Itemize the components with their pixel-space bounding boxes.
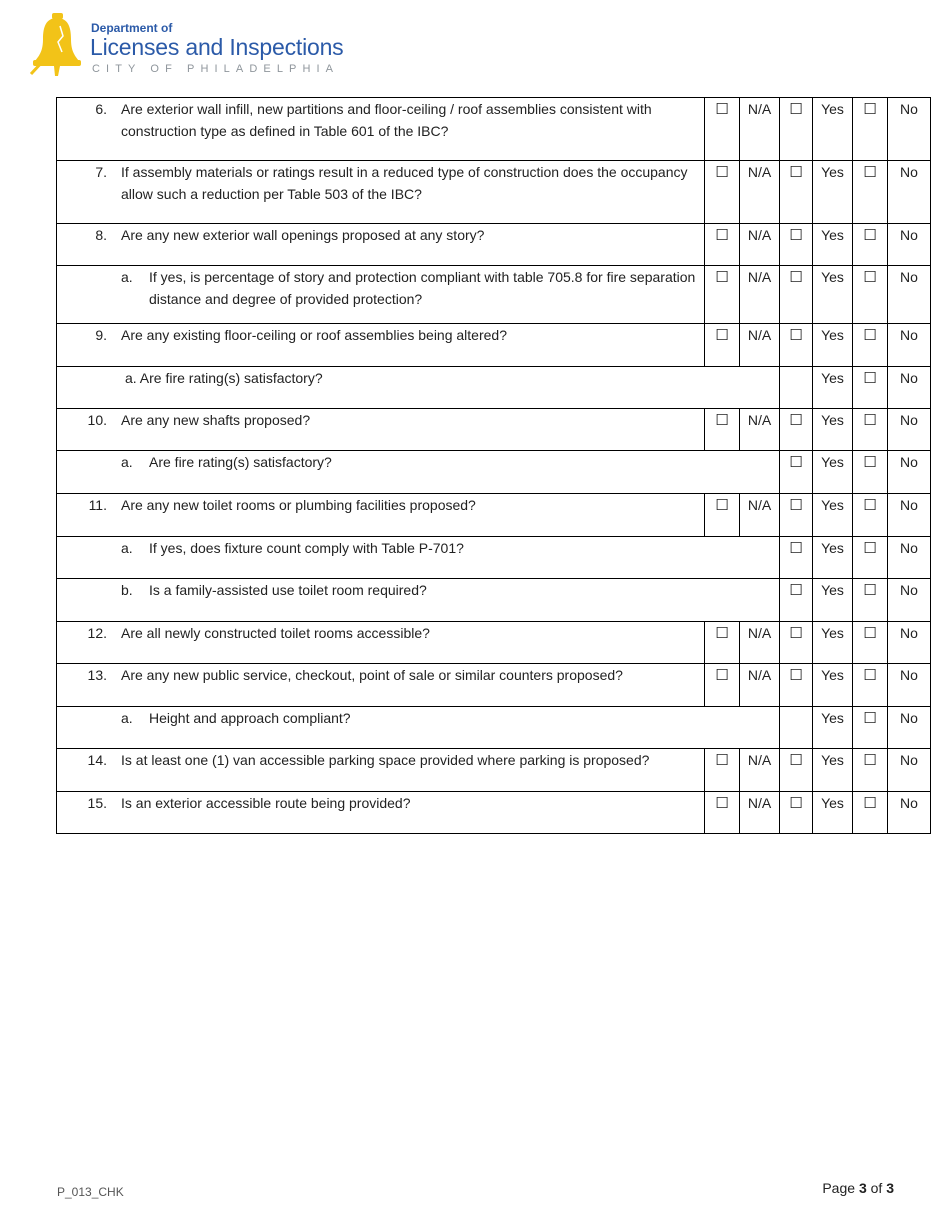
no-label: No [888, 224, 931, 266]
page-word: Page [822, 1180, 856, 1196]
na-label: N/A [740, 792, 780, 834]
no-label: No [888, 324, 931, 367]
question-cell [57, 409, 705, 451]
na-label: N/A [740, 224, 780, 266]
question-number: 9. [95, 327, 107, 343]
no-checkbox[interactable]: ☐ [853, 537, 888, 579]
page-number [822, 1180, 894, 1196]
yes-label: Yes [813, 579, 853, 622]
no-label: No [888, 792, 931, 834]
na-checkbox[interactable]: ☐ [705, 494, 740, 537]
yes-label: Yes [813, 324, 853, 367]
question-cell [57, 451, 780, 494]
no-checkbox[interactable]: ☐ [853, 409, 888, 451]
no-label: No [888, 664, 931, 707]
na-label: N/A [740, 98, 780, 161]
page-current: 3 [858, 1180, 867, 1196]
checklist-row [57, 224, 931, 266]
question-number: 8. [95, 227, 107, 243]
yes-label: Yes [813, 494, 853, 537]
no-checkbox[interactable]: ☐ [853, 792, 888, 834]
na-label: N/A [740, 622, 780, 664]
na-label: N/A [740, 266, 780, 324]
yes-checkbox[interactable]: ☐ [780, 409, 813, 451]
yes-checkbox[interactable]: ☐ [780, 537, 813, 579]
no-label: No [888, 367, 931, 409]
checklist-row [57, 664, 931, 707]
yes-label: Yes [813, 792, 853, 834]
yes-label: Yes [813, 707, 853, 749]
liberty-bell-icon [30, 12, 88, 78]
no-checkbox[interactable]: ☐ [853, 266, 888, 324]
yes-label: Yes [813, 409, 853, 451]
na-checkbox[interactable]: ☐ [705, 224, 740, 266]
logo-agency-name: Licenses and Inspections [90, 34, 344, 60]
yes-label: Yes [813, 367, 853, 409]
question-text: Are any new public service, checkout, point of sale or similar counters proposed? [121, 667, 623, 683]
no-checkbox[interactable]: ☐ [853, 579, 888, 622]
question-text: If yes, is percentage of story and protection compliant with table 705.8 for fire separation distance and degree of provided protection? [149, 269, 696, 307]
no-checkbox[interactable]: ☐ [853, 324, 888, 367]
department-logo [30, 12, 370, 82]
na-label: N/A [740, 161, 780, 224]
page-of: of [870, 1180, 883, 1196]
question-cell [57, 494, 705, 537]
na-checkbox[interactable]: ☐ [705, 664, 740, 707]
yes-checkbox[interactable]: ☐ [780, 266, 813, 324]
yes-checkbox[interactable]: ☐ [780, 324, 813, 367]
no-checkbox[interactable]: ☐ [853, 707, 888, 749]
checklist-row [57, 161, 931, 224]
yes-label: Yes [813, 224, 853, 266]
form-code: P_013_CHK [57, 1185, 124, 1199]
yes-checkbox[interactable]: ☐ [780, 98, 813, 161]
question-text: Are any new exterior wall openings proposed at any story? [121, 227, 485, 243]
no-label: No [888, 451, 931, 494]
na-label: N/A [740, 494, 780, 537]
question-cell [57, 749, 705, 792]
yes-label: Yes [813, 537, 853, 579]
checklist-row [57, 266, 931, 324]
no-checkbox[interactable]: ☐ [853, 224, 888, 266]
question-text: Is at least one (1) van accessible parking space provided where parking is proposed? [121, 752, 650, 768]
na-checkbox[interactable]: ☐ [705, 324, 740, 367]
na-checkbox[interactable]: ☐ [705, 622, 740, 664]
question-cell [57, 161, 705, 224]
no-label: No [888, 622, 931, 664]
checklist-row [57, 792, 931, 834]
yes-label: Yes [813, 98, 853, 161]
no-label: No [888, 494, 931, 537]
question-cell [57, 98, 705, 161]
question-cell [57, 707, 780, 749]
no-checkbox[interactable]: ☐ [853, 494, 888, 537]
question-number: 10. [87, 412, 107, 428]
no-checkbox[interactable]: ☐ [853, 451, 888, 494]
question-number: 11. [88, 497, 107, 513]
checklist-row [57, 451, 931, 494]
question-text: Are any existing floor-ceiling or roof assemblies being altered? [121, 327, 507, 343]
checklist-row [57, 324, 931, 367]
logo-department-line: Department of [91, 21, 173, 35]
checklist-row [57, 707, 931, 749]
na-checkbox[interactable]: ☐ [705, 161, 740, 224]
na-label: N/A [740, 324, 780, 367]
question-cell [57, 266, 705, 324]
question-cell [57, 664, 705, 707]
empty-cell [780, 707, 813, 749]
na-checkbox[interactable]: ☐ [705, 98, 740, 161]
checklist-row [57, 622, 931, 664]
empty-cell [780, 367, 813, 409]
no-checkbox[interactable]: ☐ [853, 622, 888, 664]
yes-label: Yes [813, 749, 853, 792]
yes-label: Yes [813, 161, 853, 224]
question-cell [57, 579, 780, 622]
question-number: 14. [87, 752, 107, 768]
question-text: Are all newly constructed toilet rooms accessible? [121, 625, 430, 641]
question-number: 7. [95, 164, 107, 180]
question-cell [57, 622, 705, 664]
question-text: Are any new shafts proposed? [121, 412, 311, 428]
no-label: No [888, 266, 931, 324]
yes-checkbox[interactable]: ☐ [780, 579, 813, 622]
question-number: 6. [95, 101, 107, 117]
checklist-row [57, 537, 931, 579]
plan-review-checklist [56, 97, 931, 834]
question-number: 12. [87, 625, 107, 641]
no-checkbox[interactable]: ☐ [853, 367, 888, 409]
question-text: Are any new toilet rooms or plumbing facilities proposed? [121, 497, 476, 513]
na-label: N/A [740, 749, 780, 792]
question-number: a. [121, 540, 133, 556]
no-checkbox[interactable]: ☐ [853, 161, 888, 224]
no-label: No [888, 579, 931, 622]
na-checkbox[interactable]: ☐ [705, 409, 740, 451]
checklist-row [57, 98, 931, 161]
na-checkbox[interactable]: ☐ [705, 749, 740, 792]
checklist-row [57, 749, 931, 792]
na-label: N/A [740, 409, 780, 451]
question-number: 15. [87, 795, 107, 811]
yes-label: Yes [813, 664, 853, 707]
no-label: No [888, 161, 931, 224]
page-total: 3 [886, 1180, 894, 1196]
no-checkbox[interactable]: ☐ [853, 749, 888, 792]
yes-checkbox[interactable]: ☐ [780, 494, 813, 537]
yes-label: Yes [813, 451, 853, 494]
no-label: No [888, 707, 931, 749]
question-text: Are exterior wall infill, new partitions and floor-ceiling / roof assemblies consistent with construction type as defined in Table 601 of the IBC? [121, 101, 652, 139]
no-label: No [888, 409, 931, 451]
question-text: Is an exterior accessible route being provided? [121, 795, 411, 811]
checklist-row [57, 494, 931, 537]
yes-checkbox[interactable]: ☐ [780, 224, 813, 266]
yes-checkbox[interactable]: ☐ [780, 792, 813, 834]
question-text: a. Are fire rating(s) satisfactory? [125, 370, 323, 386]
question-cell [57, 537, 780, 579]
checklist-row [57, 579, 931, 622]
question-cell [57, 367, 780, 409]
na-label: N/A [740, 664, 780, 707]
question-text: Are fire rating(s) satisfactory? [149, 454, 332, 470]
question-text: Is a family-assisted use toilet room required? [149, 582, 427, 598]
yes-checkbox[interactable]: ☐ [780, 622, 813, 664]
question-cell [57, 224, 705, 266]
question-number: 13. [87, 667, 107, 683]
na-checkbox[interactable]: ☐ [705, 266, 740, 324]
yes-checkbox[interactable]: ☐ [780, 749, 813, 792]
no-checkbox[interactable]: ☐ [853, 98, 888, 161]
yes-label: Yes [813, 622, 853, 664]
question-cell [57, 792, 705, 834]
checklist-row [57, 409, 931, 451]
no-label: No [888, 749, 931, 792]
yes-checkbox[interactable]: ☐ [780, 161, 813, 224]
yes-checkbox[interactable]: ☐ [780, 451, 813, 494]
question-text: If assembly materials or ratings result in a reduced type of construction does the occupancy allow such a reduction per Table 503 of the IBC? [121, 164, 688, 202]
no-label: No [888, 537, 931, 579]
question-cell [57, 324, 705, 367]
na-checkbox[interactable]: ☐ [705, 792, 740, 834]
checklist-row [57, 367, 931, 409]
yes-label: Yes [813, 266, 853, 324]
question-number: a. [121, 269, 133, 285]
yes-checkbox[interactable]: ☐ [780, 664, 813, 707]
question-number: b. [121, 582, 133, 598]
no-label: No [888, 98, 931, 161]
question-number: a. [121, 710, 133, 726]
question-text: If yes, does fixture count comply with Table P-701? [149, 540, 464, 556]
logo-city-line: CITY OF PHILADELPHIA [92, 63, 340, 75]
question-text: Height and approach compliant? [149, 710, 351, 726]
question-number: a. [121, 454, 133, 470]
no-checkbox[interactable]: ☐ [853, 664, 888, 707]
